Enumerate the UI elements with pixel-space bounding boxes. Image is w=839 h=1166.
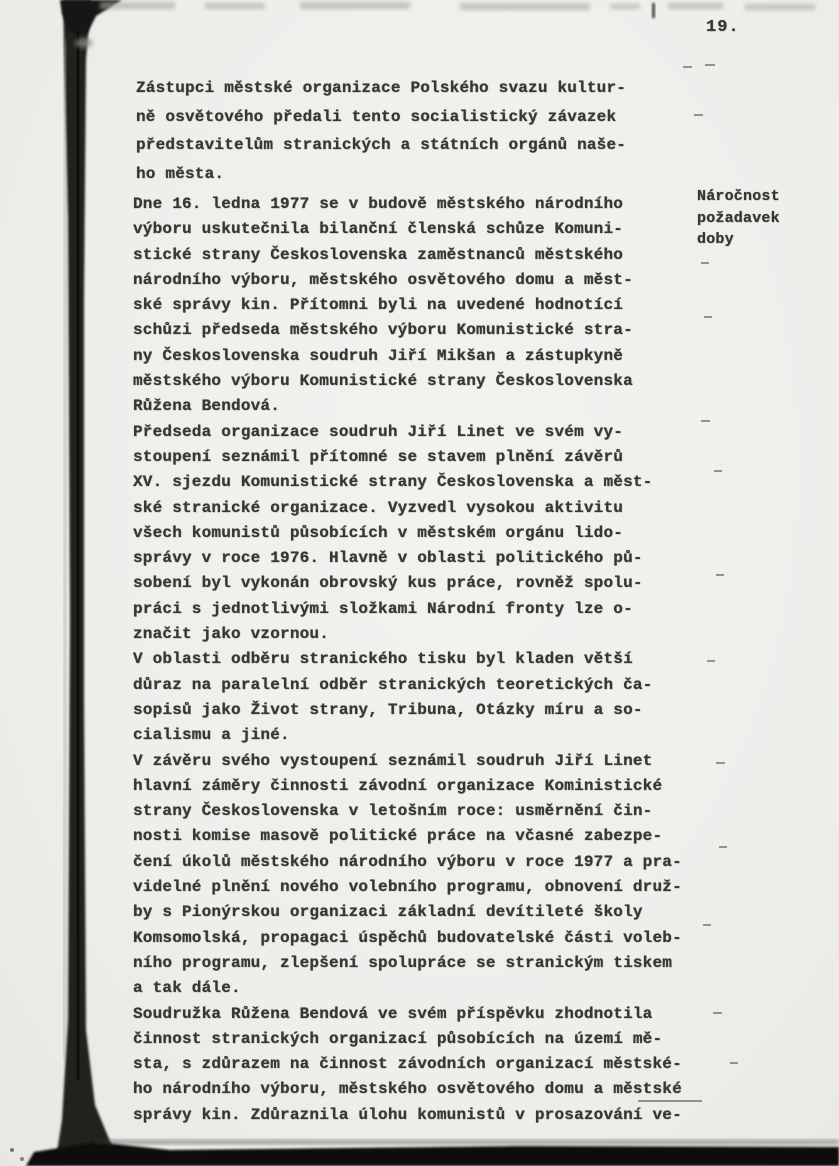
text-line: ho národního výboru, městského osvětového domu a městské <box>133 1080 682 1099</box>
text-line: videlné plnění nového volebního programu, obnovení druž- <box>133 878 682 897</box>
body-text <box>133 192 708 1128</box>
text-line: výboru uskutečnila bilanční členská schůze Komuni- <box>133 220 624 239</box>
tick-mark <box>652 3 655 18</box>
margin-note <box>697 186 817 251</box>
text-line: Dne 16. ledna 1977 se v budově městského národního <box>133 195 624 213</box>
corner-wedge <box>60 0 122 34</box>
margin-note-line: doby <box>697 231 734 248</box>
text-line: všech komunistů působících v městském orgánu lido- <box>133 523 624 542</box>
text-line: a tak dále. <box>133 979 241 998</box>
text-line: V oblasti odběru stranického tisku byl kladen větší <box>133 650 633 669</box>
text-line: práci s jednotlivými složkami Národní fronty lze o- <box>133 599 633 618</box>
text-line: ské stranické organizace. Vyzvedl vysokou aktivitu <box>133 498 624 517</box>
margin-note-line: Náročnost <box>697 188 780 205</box>
text-line: cialismu a jiné. <box>133 726 290 745</box>
text-line: ny Československa soudruh Jiří Mikšan a zástupkyně <box>133 346 624 365</box>
text-line: činnost stranických organizací působících na území mě- <box>133 1029 663 1048</box>
text-line: důraz na paralelní odběr stranických teoretických ča- <box>133 675 653 694</box>
binding-shadow <box>56 0 118 1158</box>
page-number: 19. <box>706 18 740 37</box>
text-line: V závěru svého vystoupení seznámil soudruh Jiří Linet <box>133 751 653 770</box>
intro-paragraph <box>136 74 696 188</box>
text-line: Předseda organizace soudruh Jiří Linet ve svém vy- <box>133 422 624 441</box>
text-line: čení úkolů městského národního výboru v roce 1977 a pra- <box>133 852 682 871</box>
smudge-blob <box>75 38 93 48</box>
text-line: stoupení seznámil přítomné se stavem plnění závěrů <box>133 447 624 466</box>
text-line: by s Pionýrskou organizaci základní devítileté školy <box>133 903 643 922</box>
text-line: městského výboru Komunistické strany Československa <box>133 372 633 391</box>
text-line: správy kin. Zdůraznila úlohu komunistů v prosazování ve- <box>133 1105 682 1124</box>
text-line: ho města. <box>136 164 225 183</box>
text-line: sta, s zdůrazem na činnost závodních organizací městské- <box>133 1055 682 1074</box>
text-line: správy v roce 1976. Hlavně v oblasti politického pů- <box>133 549 643 568</box>
text-line: Zástupci městské organizace Polského svazu kultur- <box>136 79 627 97</box>
text-line: nosti komise masově politické práce na včasné zabezpe- <box>133 827 663 846</box>
text-line: značit jako vzornou. <box>133 625 330 644</box>
text-line: stické strany Československa zaměstnanců městského <box>133 245 624 264</box>
text-line: sopisů jako Život strany, Tribuna, Otázky míru a so- <box>133 700 643 719</box>
text-line: představitelům stranických a státních orgánů naše- <box>136 136 627 154</box>
text-line: ské správy kin. Přítomni byli na uvedené hodnotící <box>133 296 624 315</box>
text-line: hlavní záměry činnosti závodní organizace Koministické <box>133 776 663 795</box>
text-line: sobení byl vykonán obrovský kus práce, rovněž spolu- <box>133 574 643 593</box>
text-line: Růžena Bendová. <box>133 397 281 416</box>
text-line: XV. sjezdu Komunistické strany Československa a měst- <box>133 473 653 492</box>
text-line: Komsomolská, propagaci úspěchů budovatelské části voleb- <box>133 928 682 947</box>
text-line: schůzi předseda městského výboru Komunistické stra- <box>133 321 633 340</box>
text-line: ního programu, zlepšení spolupráce se stranickým tiskem <box>133 953 673 972</box>
text-line: strany Československa v letošním roce: usměrnění čin- <box>133 802 653 821</box>
margin-note-line: požadavek <box>697 209 780 227</box>
text-line: ně osvětového předali tento socialistický závazek <box>136 107 617 126</box>
top-smudges <box>100 2 815 10</box>
text-line: Soudružka Růžena Bendová ve svém příspěvku zhodnotila <box>133 1004 653 1023</box>
bottom-edge-bar <box>10 1140 839 1166</box>
text-line: národního výboru, městského osvětového domu a měst- <box>133 270 633 289</box>
